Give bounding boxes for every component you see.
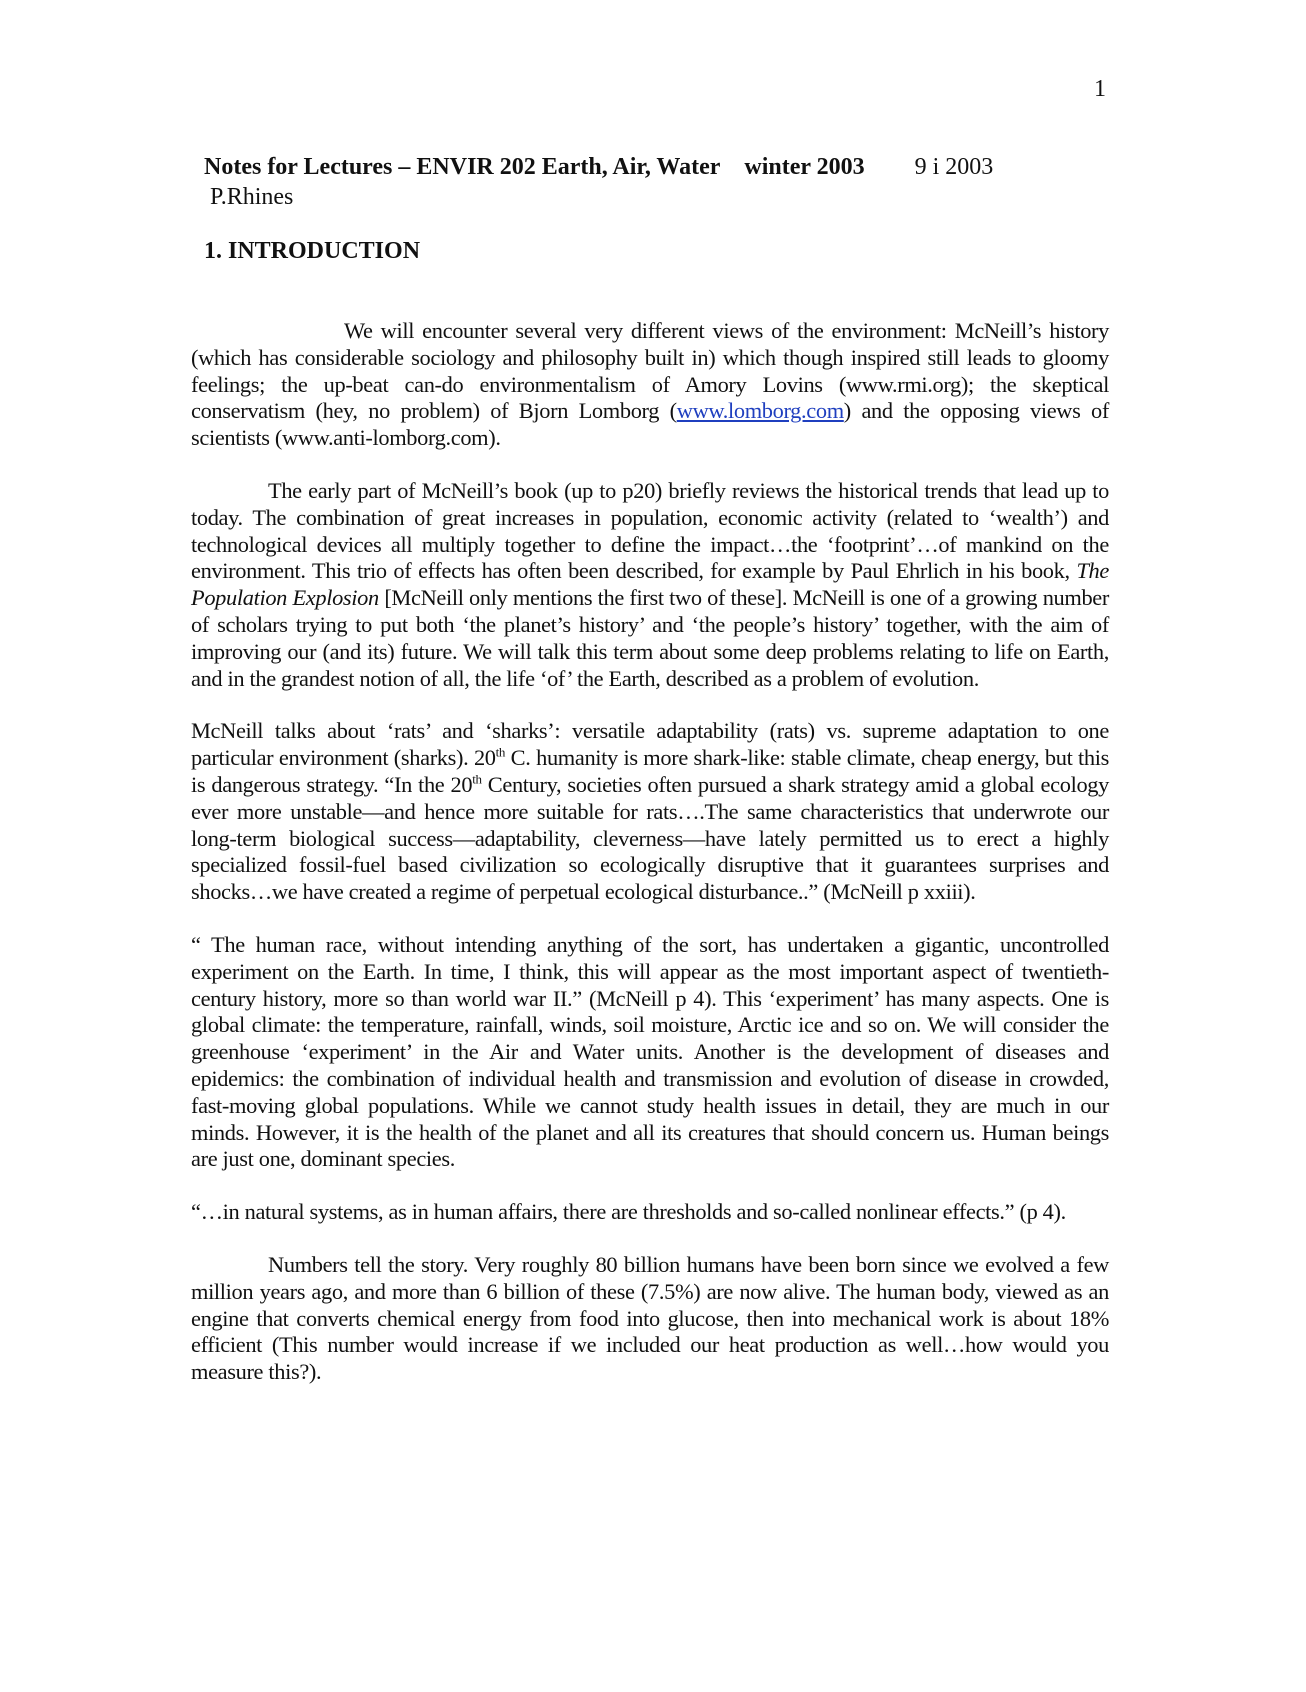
paragraph-text: The early part of McNeill’s book (up to p20) briefly reviews the historical trends that lead up to today. The combination of great increases in population, economic activity (related to ‘wealth’) and technological devices all multiply together to define the impact…the ‘footprint’…of mankind on the environment. This trio of effects has often been described, for example by Paul Ehrlich in his book, [191, 477, 1109, 584]
paragraph-historical-trends [191, 478, 1109, 692]
lomborg-link[interactable]: www.lomborg.com [676, 398, 844, 424]
course-title: Notes for Lectures – ENVIR 202 Earth, Air, Water [204, 154, 721, 180]
paragraph-text: McNeill talks about ‘rats’ and ‘sharks’: versatile adaptability (rats) vs. supreme adaptation to one particular environment (sharks). 20 [191, 718, 1109, 771]
lecture-date: 9 i 2003 [914, 154, 994, 180]
paragraph-numbers: Numbers tell the story. Very roughly 80 billion humans have been born since we evolved a few million years ago, and more than 6 billion of these (7.5%) are now alive. The human body, viewed as an engine that converts chemical energy from food into glucose, then into mechanical work is about 18% efficient (This number would increase if we included our heat production as well…how would you measure this?). [191, 1251, 1109, 1385]
superscript: th [495, 744, 506, 760]
paragraph-text: ) and the opposing views of scientists (www.anti-lomborg.com). [191, 398, 1109, 451]
author: P.Rhines [210, 184, 294, 210]
page-number: 1 [1094, 76, 1106, 102]
paragraph-nonlinear-effects: “…in natural systems, as in human affairs, there are thresholds and so-called nonlinear effects.” (p 4). [191, 1199, 1066, 1225]
paragraph-human-experiment: “ The human race, without intending anything of the sort, has undertaken a gigantic, uncontrolled experiment on the Earth. In time, I think, this will appear as the most important aspect of twentieth-century history, more so than world war II.” (McNeill p 4). This ‘experiment’ has many aspects. One is global climate: the temperature, rainfall, winds, soil moisture, Arctic ice and so on. We will consider the greenhouse ‘experiment’ in the Air and Water units. Another is the development of diseases and epidemics: the combination of individual health and transmission and evolution of disease in crowded, fast-moving global populations. While we cannot study health issues in detail, they are much in our minds. However, it is the health of the planet and all its creatures that should concern us. Human beings are just one, dominant species. [191, 931, 1109, 1172]
body-text [191, 318, 1109, 1412]
book-title: The Population Explosion [191, 558, 1109, 611]
document-header [204, 152, 1104, 212]
paragraph-views-of-environment [191, 318, 1109, 452]
paragraph-text: [McNeill only mentions the first two of these]. McNeill is one of a growing number of scholars trying to put both ‘the planet’s history’ and ‘the people’s history’ together, with the aim of improving our (and its) future. We will talk this term about some deep problems relating to life on Earth, and in the grandest notion of all, the life ‘of’ the Earth, described as a problem of evolution. [191, 585, 1109, 691]
paragraph-rats-and-sharks [191, 718, 1109, 906]
section-heading: 1. INTRODUCTION [204, 238, 421, 264]
term: winter 2003 [744, 154, 865, 180]
superscript: th [472, 771, 482, 787]
paragraph-text: Century, societies often pursued a shark strategy amid a global ecology ever more unstable—and hence more suitable for rats….The same characteristics that underwrote our long-term biological success—adaptability, cleverness—have lately permitted us to erect a highly specialized fossil-fuel based civilization so ecologically disruptive that it guarantees surprises and shocks…we have created a regime of perpetual ecological disturbance..” (McNeill p xxiii). [191, 771, 1109, 905]
header-line [204, 152, 1104, 182]
paragraph-text: We will encounter several very different views of the environment: McNeill’s history (which has considerable sociology and philosophy built in) which though inspired still leads to gloomy feelings; the up-beat can-do environmentalism of Amory Lovins (www.rmi.org); the skeptical conservatism (hey, no problem) of Bjorn Lomborg ( [191, 318, 1109, 424]
paragraph-text: C. humanity is more shark-like: stable climate, cheap energy, but this is dangerous strategy. “In the 20 [191, 745, 1109, 797]
